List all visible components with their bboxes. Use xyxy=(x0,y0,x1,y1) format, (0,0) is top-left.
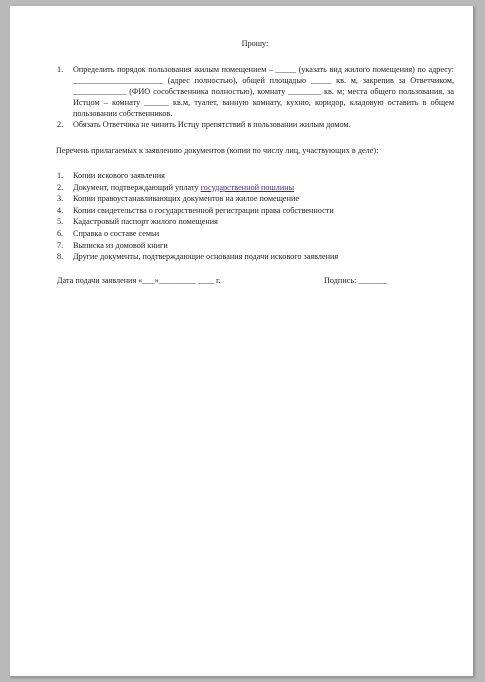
requests-list xyxy=(56,64,454,130)
document-item xyxy=(56,193,454,205)
document-item xyxy=(56,251,454,263)
document-text: Выписка из домовой книги xyxy=(73,240,168,250)
request-number: 2. xyxy=(57,120,64,129)
request-text: Обязать Ответчика не чинить Истцу препятствий в пользовании жилым домом. xyxy=(73,120,351,129)
document-item xyxy=(56,182,454,194)
request-item xyxy=(56,119,454,130)
document-page xyxy=(10,6,474,677)
document-item xyxy=(56,170,454,182)
state-duty-link[interactable]: государственной пошлины xyxy=(200,182,295,192)
request-heading: Прошу: xyxy=(241,39,269,48)
document-number: 1. xyxy=(57,171,64,180)
document-item xyxy=(56,216,454,228)
request-text: Определить порядок пользования жилым помещением – _____ (указать вид жилого помещения) по адресу: ______________________ (адрес полностью), общей площадью _____ кв. м, закрепив за Ответчиком, _____________ (ФИО сособственника полностью), комнату ________ кв. м; места общего пользования, за Истцом – комнату ______ кв.м, туалет, ванную комнату, кухню, коридор, кладовую оставить в общем пользовании собственников. xyxy=(73,65,454,118)
document-text: Справка о составе семьи xyxy=(73,228,160,238)
document-text: Копии свидетельства о государственной регистрации права собственности xyxy=(73,205,334,215)
document-content xyxy=(56,38,454,287)
document-item xyxy=(56,228,454,240)
document-item xyxy=(56,240,454,252)
signature-row xyxy=(56,275,454,287)
document-number: 6. xyxy=(57,228,64,238)
request-number: 1. xyxy=(57,65,64,74)
document-text: Документ, подтверждающий уплату xyxy=(73,182,201,192)
document-text: Копии правоустанавливающих документов на жилое помещение xyxy=(73,194,299,204)
document-number: 2. xyxy=(57,182,64,192)
documents-intro: Перечень прилагаемых к заявлению документов (копии по числу лиц, участвующих в деле): xyxy=(56,146,379,155)
document-number: 4. xyxy=(57,205,64,215)
document-number: 3. xyxy=(57,194,64,204)
document-item xyxy=(56,205,454,217)
document-text: Копии искового заявления xyxy=(73,171,165,180)
document-text: Кадастровый паспорт жилого помещения xyxy=(73,217,218,227)
document-text: Другие документы, подтверждающие основания подачи искового заявления xyxy=(73,252,339,262)
document-number: 7. xyxy=(57,240,64,250)
document-number: 5. xyxy=(57,217,64,227)
document-number: 8. xyxy=(57,252,64,262)
filing-date-line: Дата подачи заявления «___»_________ ____ г. xyxy=(57,275,221,285)
spacer xyxy=(56,130,454,141)
documents-list xyxy=(56,170,454,263)
signature-line: Подпись: _______ xyxy=(324,275,388,285)
request-item xyxy=(56,64,454,119)
